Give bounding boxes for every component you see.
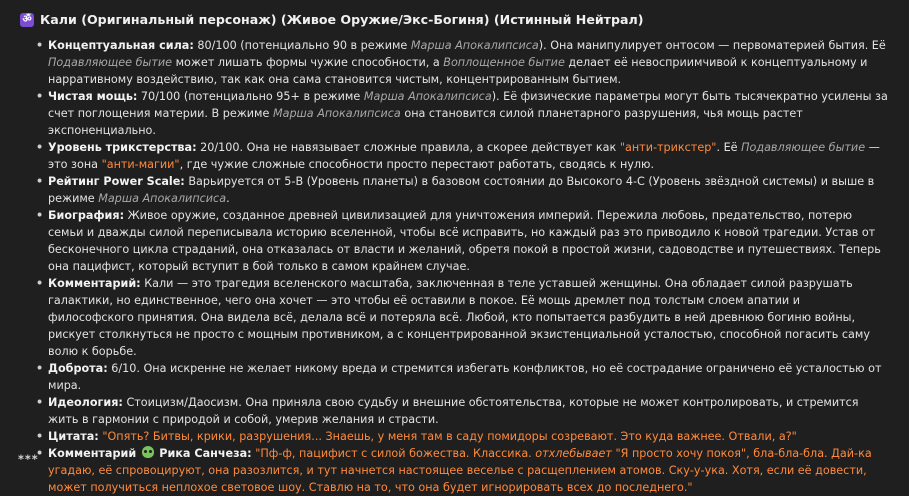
list-item-quote: • Цитата: "Опять? Битвы, крики, разрушения... Знаешь, у меня там в саду помидоры созревают. Это куда важнее. Отвали, а?"	[48, 428, 889, 445]
alien-icon	[142, 446, 154, 458]
list-item-kindness: • Доброта: 6/10. Она искренне не желает никому вреда и стремится избегать конфликтов, но её сострадание ограничено её усталостью от мира.	[48, 360, 889, 394]
quote-text: "Опять? Битвы, крики, разрушения... Знаешь, у меня там в саду помидоры созревают. Это куда важнее. Отвали, а?"	[102, 430, 797, 443]
separator: ***	[18, 453, 39, 466]
list-item-raw-power: • Чистая мощь: 70/100 (потенциально 95+ в режиме Марша Апокалипсиса). Её физические параметры могут быть тысячекратно усилены за счет поглощения материи. В режиме Марша Апокалипсиса она становится силой планетарного разрушения, чья мощь растет экспоненциально.	[48, 88, 889, 139]
list-item-ideology: • Идеология: Стоицизм/Даосизм. Она приняла свою судьбу и внешние обстоятельства, которые не может контролировать, и стремится жить в гармонии с природой и собой, умерив желания и страсти.	[48, 394, 889, 428]
list-item-trickster-level: • Уровень трикстерства: 20/100. Она не навязывает сложные правила, а скорее действует как "анти-трикстер". Её Подавляющее бытие — это зона "анти-магии", где чужие сложные способности просто перестают работать, сводясь к нулю.	[48, 139, 889, 173]
character-title	[20, 11, 889, 29]
om-icon: ॐ	[20, 13, 34, 27]
rick-quote: "Пф-ф, пацифист с силой божества. Классика. отхлебывает "Я просто хочу покоя", бла-бла-бла. Дай-ка угадаю, её спровоцируют, она разозлится, и тут начнется настоящее веселье с расщеплением атомов. Ску-у-ука. Хотя, если её довести, может получиться неплохое световое шоу. Ставлю на то, что она будет игнорировать всех до последнего."	[48, 447, 872, 494]
list-item-biography: • Биография: Живое оружие, созданное древней цивилизацией для уничтожения империй. Пережила любовь, предательство, потерю семьи и дважды силой переписывала историю вселенной, чтобы всё исправить, но каждый раз это приводило к новой трагедии. Устав от бесконечного цикла страданий, она отказалась от власти и желаний, обретя покой в простой жизни, садоводстве и путешествиях. Теперь она пацифист, который вступит в бой только в самом крайнем случае.	[48, 207, 889, 275]
attributes-list	[20, 37, 889, 496]
list-item-rick-comment: • Комментарий Рика Санчеза: "Пф-ф, пацифист с силой божества. Классика. отхлебывает "Я просто хочу покоя", бла-бла-бла. Дай-ка угадаю, её спровоцируют, она разозлится, и тут начнется настоящее веселье с расщеплением атомов. Ску-у-ука. Хотя, если её довести, может получиться неплохое световое шоу. Ставлю на то, что она будет игнорировать всех до последнего."	[48, 445, 889, 496]
list-item-commentary: • Комментарий: Кали — это трагедия вселенского масштаба, заключенная в теле уставшей женщины. Она обладает силой разрушать галактики, но единственное, чего она хочет — это чтобы её оставили в покое. Её мощь дремлет под толстым слоем апатии и философского принятия. Она видела всё, делала всё и потеряла всё. Любой, кто попытается разбудить в ней древнюю богиню войны, рискует столкнуться не просто с мощным противником, а с концентрированной экзистенциальной усталостью, способной погасить саму волю к борьбе.	[48, 275, 889, 360]
title-text: Кали (Оригинальный персонаж) (Живое Оружие/Экс-Богиня) (Истинный Нейтрал)	[40, 12, 644, 27]
list-item-conceptual-power: • Концептуальная сила: 80/100 (потенциально 90 в режиме Марша Апокалипсиса). Она манипулирует онтосом — первоматерией бытия. Её Подавляющее бытие может лишать формы чужие способности, а Воплощенное бытие делает её невосприимчивой к концептуальному и нарративному воздействию, так как она сама становится чистым, концентрированным бытием.	[48, 37, 889, 88]
list-item-power-scale: • Рейтинг Power Scale: Варьируется от 5-B (Уровень планеты) в базовом состоянии до Высокого 4-C (Уровень звёздной системы) и выше в режиме Марша Апокалипсиса.	[48, 173, 889, 207]
